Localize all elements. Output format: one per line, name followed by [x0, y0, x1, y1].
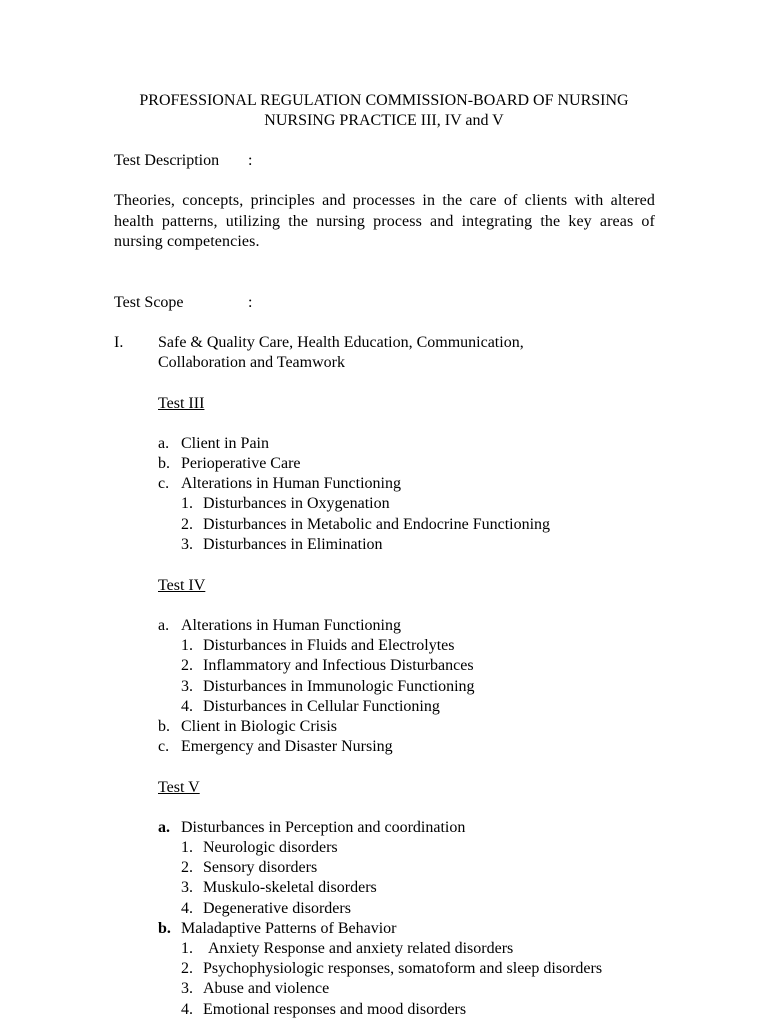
test-iii-c-1: Disturbances in Oxygenation [203, 495, 390, 512]
test-description-colon: : [248, 152, 253, 169]
test-v-a-3: Muskulo-skeletal disorders [203, 879, 377, 896]
test-iii-c-3: Disturbances in Elimination [203, 536, 383, 553]
test-iv-item-c-marker: c. [158, 738, 170, 755]
section-1-numeral: I. [114, 334, 124, 351]
test-iii-item-b: Perioperative Care [181, 455, 301, 472]
test-iv-a-3-number: 3. [181, 678, 193, 695]
test-iii-c-3-number: 3. [181, 536, 193, 553]
test-iii-c-2-number: 2. [181, 516, 193, 533]
test-iv-a-3: Disturbances in Immunologic Functioning [203, 678, 475, 695]
test-v-b-2-number: 2. [181, 960, 193, 977]
test-v-item-b-marker: b. [158, 920, 171, 937]
test-iv-a-1: Disturbances in Fluids and Electrolytes [203, 637, 455, 654]
test-v-b-2: Psychophysiologic responses, somatoform and sleep disorders [203, 960, 603, 977]
test-iv-a-2: Inflammatory and Infectious Disturbances [203, 657, 474, 674]
test-iv-item-b-marker: b. [158, 718, 170, 735]
test-v-b-1-number: 1. [181, 940, 193, 957]
section-1-heading-line-1: Safe & Quality Care, Health Education, Communication, [158, 334, 524, 351]
test-iii-item-a: Client in Pain [181, 435, 269, 452]
test-v-a-2-number: 2. [181, 859, 193, 876]
test-v-b-1: Anxiety Response and anxiety related disorders [208, 940, 514, 957]
test-v-a-1-number: 1. [181, 839, 193, 856]
test-iii-item-b-marker: b. [158, 455, 170, 472]
test-iv-a-1-number: 1. [181, 637, 193, 654]
test-iv-item-c: Emergency and Disaster Nursing [181, 738, 393, 755]
test-scope-label: Test Scope [114, 294, 184, 311]
test-iv-a-4-number: 4. [181, 698, 193, 715]
test-iii-item-a-marker: a. [158, 435, 170, 452]
test-v-a-3-number: 3. [181, 879, 193, 896]
test-v-a-4: Degenerative disorders [203, 900, 351, 917]
test-v-item-a-marker: a. [158, 819, 170, 836]
test-iii-item-c-marker: c. [158, 475, 170, 492]
test-v-a-4-number: 4. [181, 900, 193, 917]
test-iv-item-a-marker: a. [158, 617, 170, 634]
test-scope-colon: : [248, 294, 253, 311]
test-v-b-4: Emotional responses and mood disorders [203, 1001, 467, 1018]
test-v-heading: Test V [158, 779, 200, 796]
test-iv-heading: Test IV [158, 577, 206, 594]
test-iii-heading: Test III [158, 395, 205, 412]
test-description-label: Test Description [114, 152, 220, 169]
test-description-text: Theories, concepts, principles and processes in the care of clients with altered health patterns, utilizing the nursing process and integrating the key areas of nursing competencies. [114, 192, 655, 250]
test-iv-item-b: Client in Biologic Crisis [181, 718, 338, 735]
test-iv-item-a: Alterations in Human Functioning [181, 617, 401, 634]
test-v-a-2: Sensory disorders [203, 859, 318, 876]
test-iii-c-2: Disturbances in Metabolic and Endocrine Functioning [203, 516, 551, 533]
test-iii-item-c: Alterations in Human Functioning [181, 475, 401, 492]
test-v-b-4-number: 4. [181, 1001, 193, 1018]
test-v-item-b: Maladaptive Patterns of Behavior [181, 920, 397, 937]
test-v-item-a: Disturbances in Perception and coordination [181, 819, 466, 836]
test-v-b-3-number: 3. [181, 980, 193, 997]
test-iii-c-1-number: 1. [181, 495, 193, 512]
document-title-line-1: PROFESSIONAL REGULATION COMMISSION-BOARD OF NURSING [139, 92, 629, 109]
test-iv-a-2-number: 2. [181, 657, 193, 674]
section-1-heading-line-2: Collaboration and Teamwork [158, 354, 345, 371]
test-v-a-1: Neurologic disorders [203, 839, 338, 856]
document-title-line-2: NURSING PRACTICE III, IV and V [264, 112, 504, 129]
test-v-b-3: Abuse and violence [203, 980, 330, 997]
test-iv-a-4: Disturbances in Cellular Functioning [203, 698, 440, 715]
